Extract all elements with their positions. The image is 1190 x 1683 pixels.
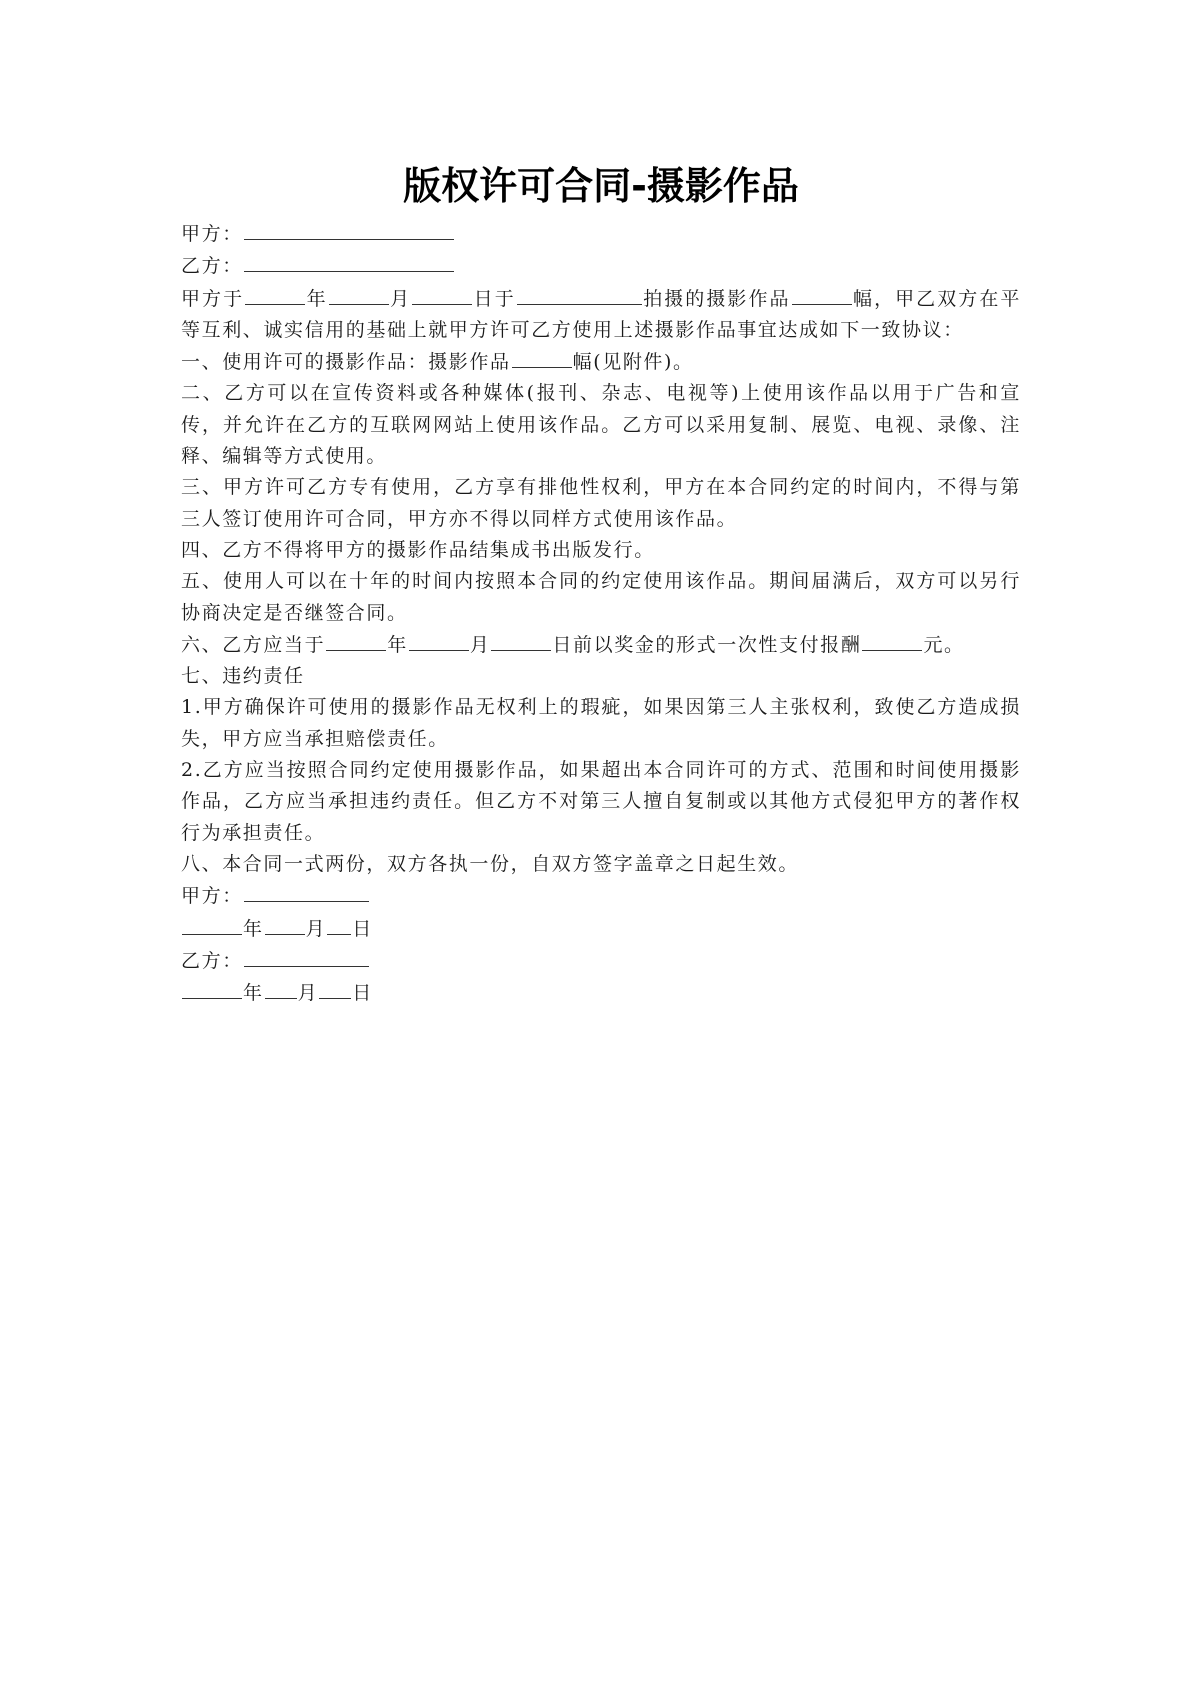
sig-a-year-blank xyxy=(182,913,242,935)
month-label: 月 xyxy=(389,287,412,310)
month-blank xyxy=(329,283,389,305)
document-title: 版权许可合同-摄影作品 xyxy=(403,164,799,208)
clause-1-suffix: 幅(见附件)。 xyxy=(572,351,694,374)
clause-6-amount-blank xyxy=(862,629,922,651)
signature-party-b xyxy=(181,945,1021,977)
location-blank xyxy=(517,283,642,305)
clause-6-suffix: 元。 xyxy=(923,633,965,656)
sig-b-day-blank xyxy=(319,977,351,999)
clause-6-day-blank xyxy=(491,629,551,651)
intro-text-rest: 幅，甲乙双方在平等互利、诚实信用的基础上就甲方许可乙方使用上述摄影作品事宜达成如下一致协议： xyxy=(181,287,1021,341)
sig-a-month-label: 月 xyxy=(305,917,327,940)
clause-6-month-label: 月 xyxy=(469,633,491,656)
party-a-blank xyxy=(244,218,454,240)
party-b-line xyxy=(181,250,1021,282)
sig-a-month-blank xyxy=(265,913,305,935)
signature-party-a xyxy=(181,880,1021,912)
year-blank xyxy=(245,283,305,305)
clause-5: 五、使用人可以在十年的时间内按照本合同的约定使用该作品。期间届满后，双方可以另行协商决定是否继签合同。 xyxy=(181,570,1021,624)
sig-b-day-label: 日 xyxy=(352,982,373,1005)
clause-6-year-blank xyxy=(326,629,386,651)
sig-a-day-blank xyxy=(327,913,351,935)
day-label: 日于 xyxy=(473,287,516,310)
clause-6-month-blank xyxy=(409,629,469,651)
clause-3: 三、甲方许可乙方专有使用，乙方享有排他性权利，甲方在本合同约定的时间内，不得与第三人签订使用许可合同，甲方亦不得以同样方式使用该作品。 xyxy=(181,476,1021,530)
party-a-label: 甲方： xyxy=(181,223,243,245)
sig-b-month-blank xyxy=(265,977,297,999)
party-b-blank xyxy=(244,250,454,272)
day-blank xyxy=(412,283,472,305)
intro-text: 甲方于 xyxy=(181,287,245,310)
signature-party-a-date xyxy=(181,913,1021,945)
clause-6 xyxy=(181,629,1021,661)
signature-party-b-label: 乙方： xyxy=(181,949,243,972)
clause-1-text: 一、使用许可的摄影作品：摄影作品 xyxy=(181,351,511,374)
intro-paragraph xyxy=(181,283,1021,347)
clause-7-1: 1.甲方确保许可使用的摄影作品无权利上的瑕疵，如果因第三人主张权利，致使乙方造成损失，甲方应当承担赔偿责任。 xyxy=(181,696,1021,750)
sig-b-year-blank xyxy=(182,977,242,999)
party-a-line xyxy=(181,218,1021,250)
signature-party-b-blank xyxy=(244,945,369,967)
count-blank xyxy=(792,283,852,305)
sig-b-month-label: 月 xyxy=(297,982,319,1005)
signature-party-a-label: 甲方： xyxy=(181,885,243,908)
signature-party-a-blank xyxy=(244,880,369,902)
signature-party-b-date xyxy=(181,977,1021,1009)
contract-page xyxy=(181,160,1021,1009)
clause-8: 八、本合同一式两份，双方各执一份，自双方签字盖章之日起生效。 xyxy=(181,852,800,875)
clause-6-text-b: 日前以奖金的形式一次性支付报酬 xyxy=(552,633,862,656)
clause-1-count-blank xyxy=(512,346,572,368)
year-label: 年 xyxy=(306,287,328,310)
clause-2: 二、乙方可以在宣传资料或各种媒体(报刊、杂志、电视等)上使用该作品以用于广告和宣传，并允许在乙方的互联网网站上使用该作品。乙方可以采用复制、展览、电视、录像、注释、编辑等方式使用。 xyxy=(181,382,1021,468)
clause-1 xyxy=(181,346,1021,378)
party-b-label: 乙方： xyxy=(181,255,243,278)
clause-7-2: 2.乙方应当按照合同约定使用摄影作品，如果超出本合同许可的方式、范围和时间使用摄影作品，乙方应当承担违约责任。但乙方不对第三人擅自复制或以其他方式侵犯甲方的著作权行为承担责任。 xyxy=(181,759,1021,844)
intro-text-shot: 拍摄的摄影作品 xyxy=(642,287,791,310)
sig-b-year-label: 年 xyxy=(243,982,264,1005)
clause-7-heading: 七、违约责任 xyxy=(181,665,305,688)
sig-a-day-label: 日 xyxy=(352,917,373,940)
clause-6-text: 六、乙方应当于 xyxy=(181,633,326,656)
sig-a-year-label: 年 xyxy=(243,917,264,940)
clause-6-year-label: 年 xyxy=(387,633,408,656)
clause-4: 四、乙方不得将甲方的摄影作品结集成书出版发行。 xyxy=(181,538,655,561)
